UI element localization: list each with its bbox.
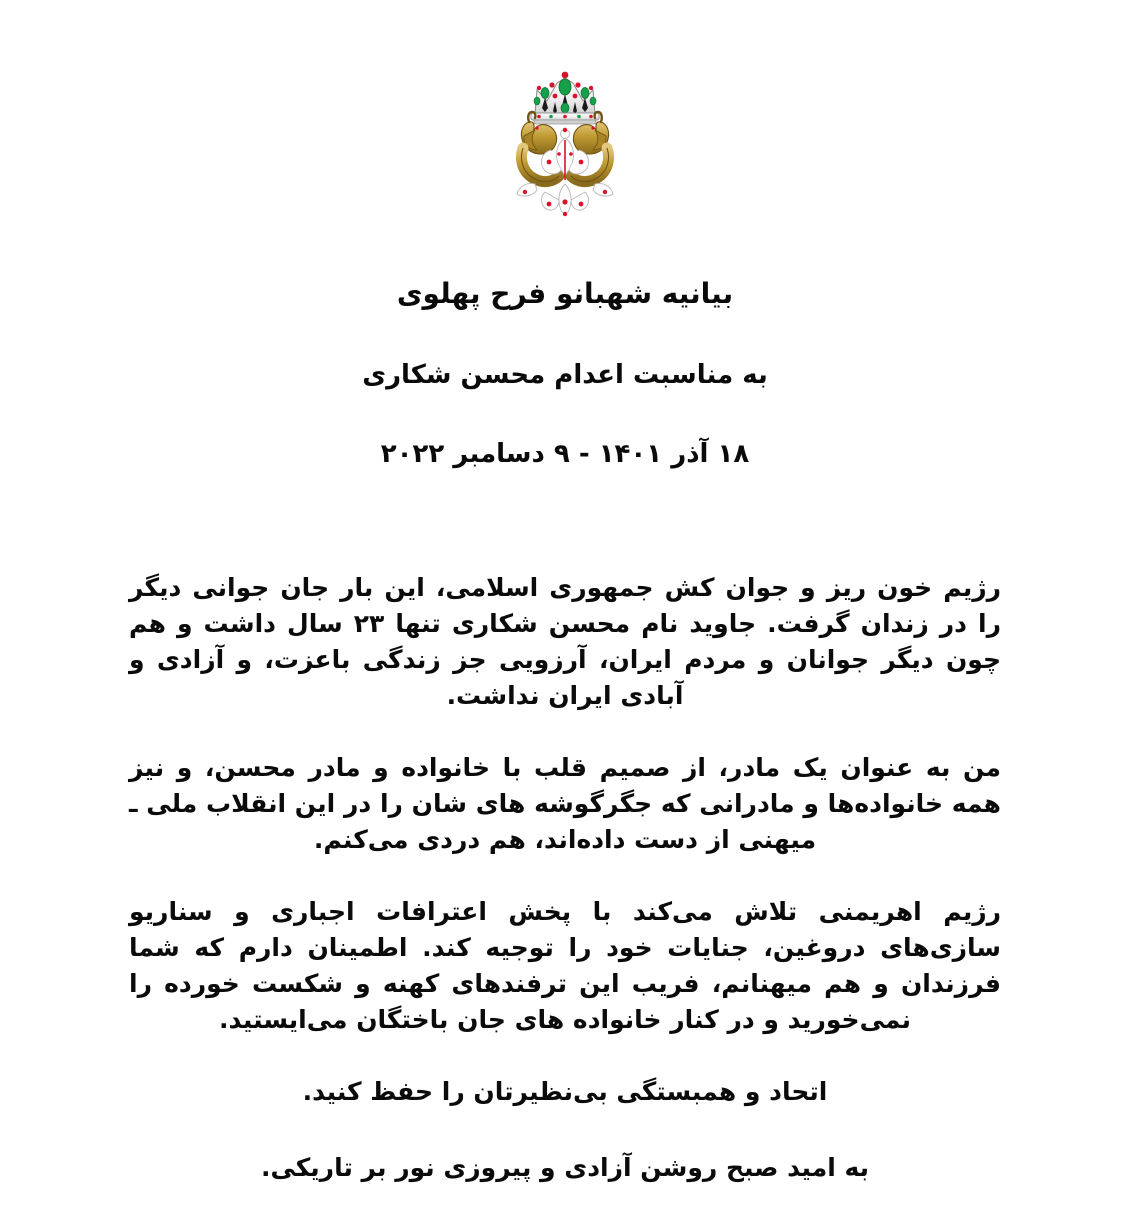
pahlavi-crown-emblem-icon — [479, 68, 651, 228]
paragraph-2: من به عنوان یک مادر، از صمیم قلب با خانواده و مادر محسن، و نیز همه خانواده‌ها و مادرانی که جگرگوشه های شان را در این انقلاب ملی ـ میهنی از دست داده‌اند، هم دردی می‌کنم. — [129, 753, 1001, 854]
emblem-container — [0, 0, 1130, 190]
closing-line-1: اتحاد و همبستگی بی‌نظیرتان را حفظ کنید. — [302, 1077, 828, 1106]
page-title: بیانیه شهبانو فرح پهلوی — [396, 277, 734, 310]
publication-date: ۱۸ آذر ۱۴۰۱ - ۹ دسامبر ۲۰۲۲ — [380, 438, 750, 469]
closing-line-2: به امید صبح روشن آزادی و پیروزی نور بر تاریکی. — [260, 1153, 870, 1182]
paragraph-1: رژیم خون ریز و جوان کش جمهوری اسلامی، این بار جان جوانی دیگر را در زندان گرفت. جاوید نام محسن شکاری تنها ۲۳ سال داشت و هم چون دیگر جوانان و مردم ایران، آرزویی جز زندگی باعزت، و آزادی و آبادی ایران نداشت. — [129, 573, 1002, 710]
crown-group — [531, 72, 599, 124]
statement-body — [129, 470, 1001, 1186]
header-block — [0, 190, 1130, 470]
page-subtitle: به مناسبت اعدام محسن شکاری — [362, 360, 768, 390]
paragraph-3: رژیم اهریمنی تلاش می‌کند با پخش اعترافات اجباری و سناریو سازی‌های دروغین، جنایات خود را توجیه کند. اطمینان دارم که شما فرزندان و هم میهنانم، فریب این ترفندهای کهنه و شکست خورده را نمی‌خورید و در کنار خانواده های جان باختگان می‌ایستید. — [129, 897, 1001, 1034]
